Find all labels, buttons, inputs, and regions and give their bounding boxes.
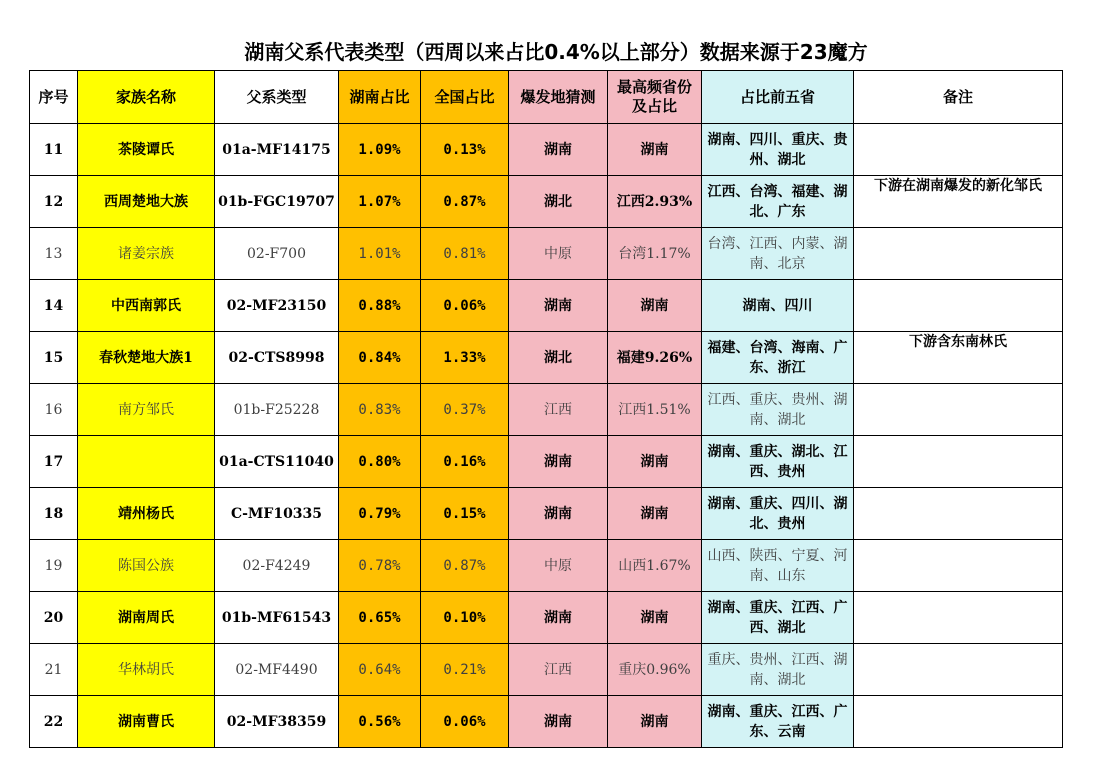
cell-type: 01a-MF14175 <box>215 124 339 176</box>
cell-index: 19 <box>30 540 78 592</box>
cell-national-share: 0.87% <box>421 176 509 228</box>
table-row <box>30 540 1063 592</box>
cell-type: 02-F700 <box>215 228 339 280</box>
cell-family: 靖州杨氏 <box>78 488 215 540</box>
table-row <box>30 644 1063 696</box>
cell-type: 01b-MF61543 <box>215 592 339 644</box>
table-row <box>30 176 1063 228</box>
table-body <box>30 124 1063 748</box>
cell-index: 13 <box>30 228 78 280</box>
cell-index: 12 <box>30 176 78 228</box>
cell-top5: 江西、重庆、贵州、湖南、湖北 <box>702 384 854 436</box>
header-top5: 占比前五省 <box>702 71 854 124</box>
table-row <box>30 436 1063 488</box>
cell-origin: 湖北 <box>509 332 608 384</box>
cell-note <box>854 436 1063 488</box>
cell-top-province: 台湾1.17% <box>608 228 702 280</box>
cell-top5: 湖南、重庆、四川、湖北、贵州 <box>702 488 854 540</box>
cell-top5: 湖南、四川 <box>702 280 854 332</box>
cell-family: 华林胡氏 <box>78 644 215 696</box>
table-row <box>30 280 1063 332</box>
header-national-share: 全国占比 <box>421 71 509 124</box>
cell-family: 茶陵谭氏 <box>78 124 215 176</box>
cell-national-share: 0.87% <box>421 540 509 592</box>
header-index: 序号 <box>30 71 78 124</box>
cell-origin: 湖南 <box>509 488 608 540</box>
cell-top5: 山西、陕西、宁夏、河南、山东 <box>702 540 854 592</box>
header-row <box>30 71 1063 124</box>
cell-type: 02-MF4490 <box>215 644 339 696</box>
cell-top5: 重庆、贵州、江西、湖南、湖北 <box>702 644 854 696</box>
cell-index: 18 <box>30 488 78 540</box>
table-row <box>30 488 1063 540</box>
cell-national-share: 0.06% <box>421 280 509 332</box>
cell-top-province: 湖南 <box>608 280 702 332</box>
cell-hunan-share: 0.79% <box>339 488 421 540</box>
cell-type: 02-MF23150 <box>215 280 339 332</box>
cell-type: 01a-CTS11040 <box>215 436 339 488</box>
cell-top-province: 湖南 <box>608 592 702 644</box>
cell-national-share: 0.37% <box>421 384 509 436</box>
cell-type: C-MF10335 <box>215 488 339 540</box>
cell-hunan-share: 0.88% <box>339 280 421 332</box>
cell-national-share: 0.06% <box>421 696 509 748</box>
cell-index: 14 <box>30 280 78 332</box>
cell-family: 陈国公族 <box>78 540 215 592</box>
cell-origin: 湖南 <box>509 592 608 644</box>
cell-hunan-share: 0.64% <box>339 644 421 696</box>
cell-top-province: 湖南 <box>608 436 702 488</box>
cell-type: 02-MF38359 <box>215 696 339 748</box>
cell-national-share: 0.13% <box>421 124 509 176</box>
cell-hunan-share: 0.56% <box>339 696 421 748</box>
cell-note <box>854 696 1063 748</box>
cell-note: 下游在湖南爆发的新化邹氏 <box>854 176 1063 228</box>
cell-top-province: 山西1.67% <box>608 540 702 592</box>
cell-hunan-share: 1.07% <box>339 176 421 228</box>
cell-family: 中西南郭氏 <box>78 280 215 332</box>
cell-family: 湖南周氏 <box>78 592 215 644</box>
cell-note <box>854 488 1063 540</box>
cell-top-province: 江西1.51% <box>608 384 702 436</box>
cell-top5: 江西、台湾、福建、湖北、广东 <box>702 176 854 228</box>
cell-hunan-share: 0.80% <box>339 436 421 488</box>
cell-type: 01b-FGC19707 <box>215 176 339 228</box>
cell-hunan-share: 0.84% <box>339 332 421 384</box>
cell-note <box>854 540 1063 592</box>
cell-hunan-share: 0.83% <box>339 384 421 436</box>
cell-national-share: 0.21% <box>421 644 509 696</box>
cell-top5: 湖南、重庆、湖北、江西、贵州 <box>702 436 854 488</box>
cell-top5: 福建、台湾、海南、广东、浙江 <box>702 332 854 384</box>
cell-type: 02-F4249 <box>215 540 339 592</box>
cell-index: 22 <box>30 696 78 748</box>
cell-origin: 中原 <box>509 228 608 280</box>
header-type: 父系类型 <box>215 71 339 124</box>
cell-type: 01b-F25228 <box>215 384 339 436</box>
cell-origin: 湖南 <box>509 696 608 748</box>
cell-index: 16 <box>30 384 78 436</box>
cell-national-share: 1.33% <box>421 332 509 384</box>
cell-top5: 湖南、四川、重庆、贵州、湖北 <box>702 124 854 176</box>
cell-family: 南方邹氏 <box>78 384 215 436</box>
table-row <box>30 696 1063 748</box>
table-row <box>30 592 1063 644</box>
cell-hunan-share: 1.01% <box>339 228 421 280</box>
header-origin: 爆发地猜测 <box>509 71 608 124</box>
cell-index: 15 <box>30 332 78 384</box>
table-row <box>30 124 1063 176</box>
cell-top-province: 湖南 <box>608 124 702 176</box>
table-row <box>30 332 1063 384</box>
cell-index: 17 <box>30 436 78 488</box>
cell-note <box>854 228 1063 280</box>
header-top-province: 最高频省份及占比 <box>608 71 702 124</box>
cell-national-share: 0.10% <box>421 592 509 644</box>
cell-index: 21 <box>30 644 78 696</box>
cell-hunan-share: 0.65% <box>339 592 421 644</box>
cell-note <box>854 124 1063 176</box>
cell-type: 02-CTS8998 <box>215 332 339 384</box>
cell-note <box>854 384 1063 436</box>
cell-top-province: 重庆0.96% <box>608 644 702 696</box>
haplogroup-table <box>29 70 1063 748</box>
cell-origin: 江西 <box>509 384 608 436</box>
cell-hunan-share: 1.09% <box>339 124 421 176</box>
page-title: 湖南父系代表类型（西周以来占比0.4%以上部分）数据来源于23魔方 <box>244 40 868 64</box>
cell-note: 下游含东南林氏 <box>854 332 1063 384</box>
cell-top5: 湖南、重庆、江西、广东、云南 <box>702 696 854 748</box>
cell-national-share: 0.15% <box>421 488 509 540</box>
cell-top5: 湖南、重庆、江西、广西、湖北 <box>702 592 854 644</box>
cell-origin: 江西 <box>509 644 608 696</box>
cell-note <box>854 280 1063 332</box>
header-note: 备注 <box>854 71 1063 124</box>
cell-index: 11 <box>30 124 78 176</box>
cell-family <box>78 436 215 488</box>
cell-origin: 湖南 <box>509 280 608 332</box>
table-row <box>30 228 1063 280</box>
cell-family: 春秋楚地大族1 <box>78 332 215 384</box>
cell-hunan-share: 0.78% <box>339 540 421 592</box>
cell-family: 诸姜宗族 <box>78 228 215 280</box>
cell-family: 西周楚地大族 <box>78 176 215 228</box>
cell-index: 20 <box>30 592 78 644</box>
cell-origin: 湖南 <box>509 436 608 488</box>
cell-note <box>854 592 1063 644</box>
cell-origin: 湖南 <box>509 124 608 176</box>
header-hunan-share: 湖南占比 <box>339 71 421 124</box>
cell-top-province: 湖南 <box>608 696 702 748</box>
cell-national-share: 0.81% <box>421 228 509 280</box>
cell-origin: 中原 <box>509 540 608 592</box>
cell-top-province: 福建9.26% <box>608 332 702 384</box>
cell-family: 湖南曹氏 <box>78 696 215 748</box>
cell-top-province: 江西2.93% <box>608 176 702 228</box>
cell-top-province: 湖南 <box>608 488 702 540</box>
cell-top5: 台湾、江西、内蒙、湖南、北京 <box>702 228 854 280</box>
cell-note <box>854 644 1063 696</box>
cell-origin: 湖北 <box>509 176 608 228</box>
table-row <box>30 384 1063 436</box>
cell-national-share: 0.16% <box>421 436 509 488</box>
header-family: 家族名称 <box>78 71 215 124</box>
